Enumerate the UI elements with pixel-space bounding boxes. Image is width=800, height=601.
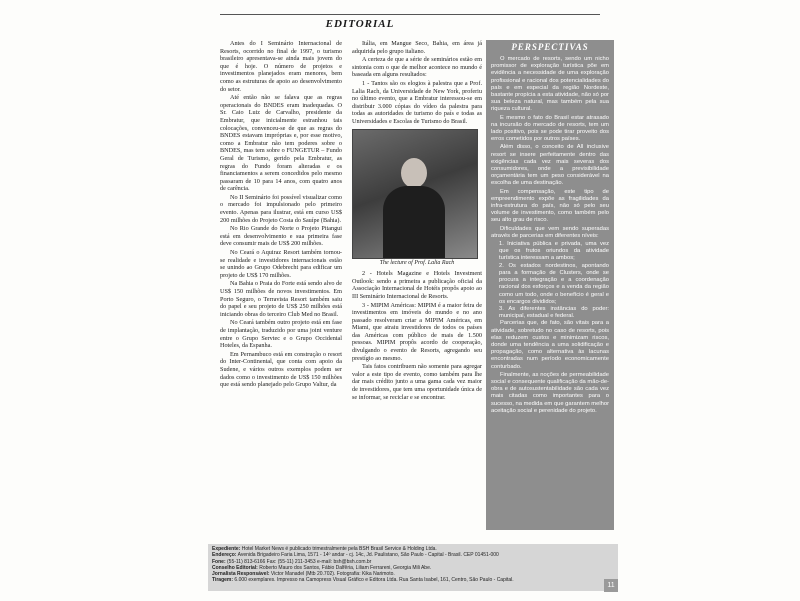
- list-item: 1. Iniciativa pública e privada, uma vez que os frutos oriundos da atividade turística interessam a ambos;: [499, 241, 609, 262]
- paragraph: A certeza de que a série de seminários estão em sintonia com o que de melhor acontece no mundo é baseada em alguns resultados:: [352, 56, 482, 79]
- list-item: 2. Os estados nordestinos, apontando para a formação de Clusters, onde se procura a integração e a coordenação racional dos esforços e a venda da região como um todo, onde o benefício é geral e os encargos divididos;: [499, 262, 609, 305]
- lecture-photo: [352, 129, 478, 259]
- box-text: [486, 52, 614, 420]
- footer-row: [212, 577, 614, 583]
- paragraph: E mesmo o fato do Brasil estar atrasado na incursão do mercado de resorts, tem um lado positivo, pois se pode tirar proveito dos erros cometidos por outros países.: [491, 114, 609, 143]
- paragraph: Na Bahia o Praia do Forte está sendo alvo de US$ 150 milhões de novos investimentos. Em Porto Seguro, o Terravista Resort também saiu do papel e seu projeto de US$ 250 milhões está iniciando obras do terceiro Club Med no Brasil.: [220, 280, 342, 318]
- footer-text: Hotel Market News é publicado trimestralmente pela BSH Brasil Service & Holding Ltda.: [241, 546, 437, 552]
- header-rule: [220, 14, 600, 15]
- paragraph: No Ceará o Aquiraz Resort também tornou-se realidade e investidores internacionais estão se unindo ao Grupo Odebrecht para edificar um projeto de US$ 170 milhões.: [220, 249, 342, 279]
- footer-text: Roberto Mauro dos Santos, Fábio Dalfêria, Liliam Ferrareni, Georgia Mili Abe.: [259, 564, 432, 571]
- box-title: PERSPECTIVAS: [511, 42, 589, 52]
- paragraph: O mercado de resorts, sendo um nicho promissor de exploração turística põe em evidência a necessidade de uma exploração profissional e racional dos potencialidades do país e em especial da região Nordeste, bastante propícia a esta atividade, não só por sua beleza natural, mas também pela sua riqueza cultural.: [491, 56, 609, 113]
- footer-label: Conselho Editorial:: [212, 564, 258, 571]
- paragraph: Finalmente, as noções de permeabilidade social e consequente qualificação da mão-de-obra e de autosustentabilidade são cada vez mais citadas como importantes para o sucesso, na medida em que garantem melhor aceitação social e perenidade do projeto.: [491, 371, 609, 414]
- paragraph: No Rio Grande do Norte o Projeto Pitangui está em desenvolvimento e sua primeira fase deve consumir mais de US$ 200 milhões.: [220, 225, 342, 248]
- speaker-head: [401, 158, 427, 188]
- paragraph: 2 - Hotels Magazine e Hotels Investment Outlook: sendo a primeira a publicação oficial da Associação Internacional de Hotéis propôs apoio ao III Seminário Internacional de Resorts.: [352, 270, 482, 300]
- speaker-body: [383, 186, 445, 258]
- page-title: EDITORIAL: [325, 18, 395, 30]
- paragraph: No Ceará também outro projeto está em fase de implantação, traduzido por uma joint venture entre o Grupo Servtec e o Grupo Occidental Hoteles, da Espanha.: [220, 319, 342, 350]
- paragraph: Antes do I Seminário Internacional de Resorts, ocorrido no final de 1997, o turismo brasileiro apresentava-se ainda mais jovem do que é hoje. O número de projetos e investimentos planejados eram menores, bem como as estruturas de apoio ao desenvolvimento do setor.: [220, 40, 342, 93]
- footer-text: (55-11) 813-6166 Fax: (55-11) 211-3453 e-mail: bsh@bsh.com.br: [227, 558, 372, 565]
- photo-caption: The lecture of Prof. Lalia Rach: [379, 259, 455, 266]
- paragraph: No II Seminário foi possível visualizar como o mercado foi impulsionado pelo primeiro evento. Apenas para ilustrar, está em curso US$ 200 milhões do Projeto Costa do Sauípe (Bahia).: [220, 193, 342, 224]
- paragraph: 1 - Tantos são os elogios à palestra que a Prof. Lalia Rach, da Universidade de New York, proferiu no último evento, que a Embratur interessou-se em distribuir 3.000 cópias do vídeo da palestra para todas as autoridades de turismo do país e todas as Universidades e Escolas de Turismo do Brasil.: [352, 79, 482, 125]
- footer-label: Expediente:: [212, 546, 241, 552]
- column-left: [220, 40, 342, 390]
- column-middle: [352, 40, 482, 402]
- masthead-footer: [208, 544, 618, 591]
- paragraph: Em Pernambuco está em construção o resort do Inter-Continental, que conta com apoio da Sudene, e vários outros exemplos podem ser dados como o investimento de US$ 150 milhões que está sendo planejado pelo Grupo Valtur, da: [220, 350, 342, 389]
- paragraph: Além disso, o conceito de All inclusive resort se insere perfeitamente dentro das exigências cada vez mais severas dos consumidores, onde a previsibilidade orçamentária tem um peso considerável na escolha de uma destinação.: [491, 144, 609, 187]
- paragraph: Parcerias que, de fato, são vitais para a atividade, sobretudo no caso de resorts, pois elas reduzem custos e minimizam riscos, donde uma tendência a uma solidificação e propagação, como alternativa às lacunas encontradas num período economicamente conturbado.: [491, 320, 609, 370]
- footer-text: 6.000 exemplares. Impresso na Camopress Visual Gráfico e Editora Ltda. Rua Santa Isabel, 161, Centro, São Paulo - Capital.: [234, 577, 514, 584]
- footer-label: Fone:: [212, 558, 226, 565]
- paragraph: Itália, em Mangue Seco, Bahia, em área já adquirida pelo grupo italiano.: [352, 40, 482, 55]
- footer-label: Tiragem:: [212, 577, 234, 584]
- paragraph: 3 - MIPIM Américas: MIPIM é a maior feira de investimentos em imóveis do mundo e no ano passado resolveram criar a MIPIM Américas, em Miami, que atraiu investidores de todos os países das Américas com público de mais de 1.500 pessoas. MIPIM propôs acordo de cooperação, divulgando o evento de Resorts, agregando seu prestígio ao mesmo.: [352, 301, 482, 362]
- paragraph: Tais fatos contribuem não somente para agregar valor a este tipo de evento, como também para lhe dar mais crédito junto a uma gama cada vez maior de investidores, que tem uma oportunidade única de se informar, se reciclar e se encontrar.: [352, 363, 482, 401]
- list-item: 3. As diferentes instâncias do poder: municipal, estadual e federal.: [499, 305, 609, 320]
- page-number: 11: [604, 579, 618, 592]
- footer-text: Victor Manadel (Mtb 20.702). Fotografia: Kika Narimoto.: [270, 571, 395, 578]
- paragraph: Em compensação, este tipo de empreendimento expõe as fragilidades da infra-estrutura do país, não só pelo seu volume de investimento, como também pelo seu alto grau de risco.: [491, 188, 609, 224]
- footer-text: Avenida Brigadeiro Faria Lima, 1571 - 14º andar - cj. 14c, Jd. Paulistano, São Paulo - Capital - Brasil. CEP 01451-000: [237, 552, 499, 559]
- perspectivas-box: [486, 40, 614, 530]
- paragraph: Dificuldades que vem sendo superadas através de parcerias em diferentes níveis:: [491, 225, 609, 239]
- paragraph: Até então não se falava que as regras operacionais do BNDES eram inadequadas. O Sr. Caio Luiz de Carvalho, presidente da Embratur, que inicialmente estranhou tais colocações, convenceu-se de que as regras do BNDES estavam impróprias e, por esse motivo, como a Embratur não tem poderes sobre o BNDES, mas tem sobre o FUNGETUR – Fundo Geral de Turismo, gerido pela Embratur, as regras do Fundo foram alteradas e os financiamentos a serem concedidos pelo mesmo passaram de 10 para 14 anos, com quatro anos de carência.: [220, 94, 342, 193]
- parcerias-list: [491, 241, 609, 320]
- footer-label: Jornalista Responsável:: [212, 571, 270, 578]
- footer-label: Endereço:: [212, 552, 237, 559]
